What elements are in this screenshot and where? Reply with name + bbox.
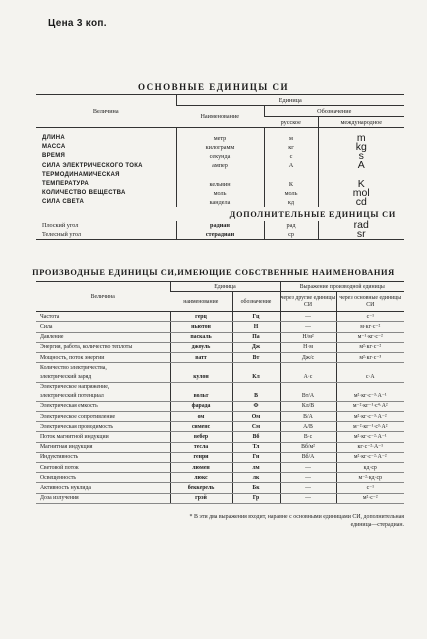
header-via-base: через основные единицы СИ	[336, 292, 404, 312]
table-row: Магнитная индукция тесла Тл Вб/м² кг·с⁻²·А⁻¹	[36, 442, 404, 452]
table-row: Электрическая емкость фарада Ф Кл/В м⁻²·кг⁻¹·с⁴·А²	[36, 401, 404, 411]
table-row: электрический потенциал вольт В Вт/А м²·кг·с⁻³·А⁻¹	[36, 392, 404, 402]
table-row: Доза излучения грэй Гр — м²·с⁻²	[36, 493, 404, 503]
derived-units-table	[36, 281, 404, 504]
table-row: ДЛИНА метр м m	[36, 134, 404, 143]
table-row: электрический заряд кулон Кл А·с с·А	[36, 372, 404, 382]
table-row: КОЛИЧЕСТВО ВЕЩЕСТВА моль моль mol	[36, 189, 404, 198]
table-row: ВРЕМЯ секунда с s	[36, 152, 404, 161]
header-name: Наименование	[176, 106, 264, 128]
table-row: ТЕМПЕРАТУРА кельвин К K	[36, 179, 404, 188]
derived-units-title: ПРОИЗВОДНЫЕ ЕДИНИЦЫ СИ,ИМЕЮЩИЕ СОБСТВЕННЫЕ НАИМЕНОВАНИЯ	[32, 268, 395, 277]
price-label: Цена 3 коп.	[48, 18, 107, 29]
table-row: Давление паскаль Па Н/м² м⁻¹·кг·с⁻²	[36, 332, 404, 342]
table-row: Сила ньютон Н — м·кг·с⁻²	[36, 322, 404, 332]
table-row: Количество электричества,	[36, 363, 404, 373]
table-row: СИЛА СВЕТА кандела кд cd	[36, 198, 404, 207]
table-row: Активность нуклида беккерель Бк — с⁻¹	[36, 483, 404, 493]
header-quantity: Величина	[36, 95, 176, 128]
header-russian: русское	[264, 117, 318, 128]
header-unit: Единица	[176, 95, 404, 106]
header-designation: обозначение	[232, 292, 280, 312]
table-row: Световой поток люмен лм — кд·ср	[36, 463, 404, 473]
header-unit: Единица	[170, 282, 280, 292]
table-row: СИЛА ЭЛЕКТРИЧЕСКОГО ТОКА ампер А A	[36, 161, 404, 170]
table-row: ТЕРМОДИНАМИЧЕСКАЯ	[36, 170, 404, 179]
table-row: Энергия, работа, количество теплоты джоуль Дж Н·м м²·кг·с⁻²	[36, 342, 404, 352]
base-units-title: ОСНОВНЫЕ ЕДИНИЦЫ СИ	[138, 82, 289, 92]
table-row: Плоский угол радиан рад rad	[36, 221, 404, 230]
table-row: Электрическое напряжение,	[36, 382, 404, 392]
header-name: наименование	[170, 292, 232, 312]
table-row: МАССА килограмм кг kg	[36, 143, 404, 152]
header-expression: Выражение производной единицы	[280, 282, 404, 292]
table-row: Мощность, поток энергии ватт Вт Дж/с м²·кг·с⁻³	[36, 352, 404, 362]
footnote: * В эти два выражения входит, наравне с основными единицами СИ, дополнительная единица—стерадиан.	[189, 514, 404, 528]
table-row: Телесный угол стерадиан ср sr	[36, 230, 404, 240]
table-row: Освещенность люкс лк — м⁻²·кд·ср	[36, 473, 404, 483]
table-row: Электрическое сопротивление ом Ом В/А м²·кг·с⁻³·А⁻²	[36, 412, 404, 422]
table-row: Электрическая проводимость сименс См А/В м⁻²·кг⁻¹·с³·А²	[36, 422, 404, 432]
base-units-table	[36, 94, 404, 240]
table-row: Индуктивность генри Гн Вб/А м²·кг·с⁻²·А⁻²	[36, 452, 404, 462]
header-quantity: Величина	[36, 282, 170, 312]
header-via-other: через другие единицы СИ	[280, 292, 336, 312]
table-row: Частота герц Гц — с⁻¹	[36, 312, 404, 322]
header-designation: Обозначение	[264, 106, 404, 117]
header-international: международное	[318, 117, 404, 128]
supplementary-units-title: ДОПОЛНИТЕЛЬНЫЕ ЕДИНИЦЫ СИ	[229, 209, 396, 219]
table-row: Поток магнитной индукции вебер Вб В·с м²·кг·с⁻²·А⁻¹	[36, 432, 404, 442]
